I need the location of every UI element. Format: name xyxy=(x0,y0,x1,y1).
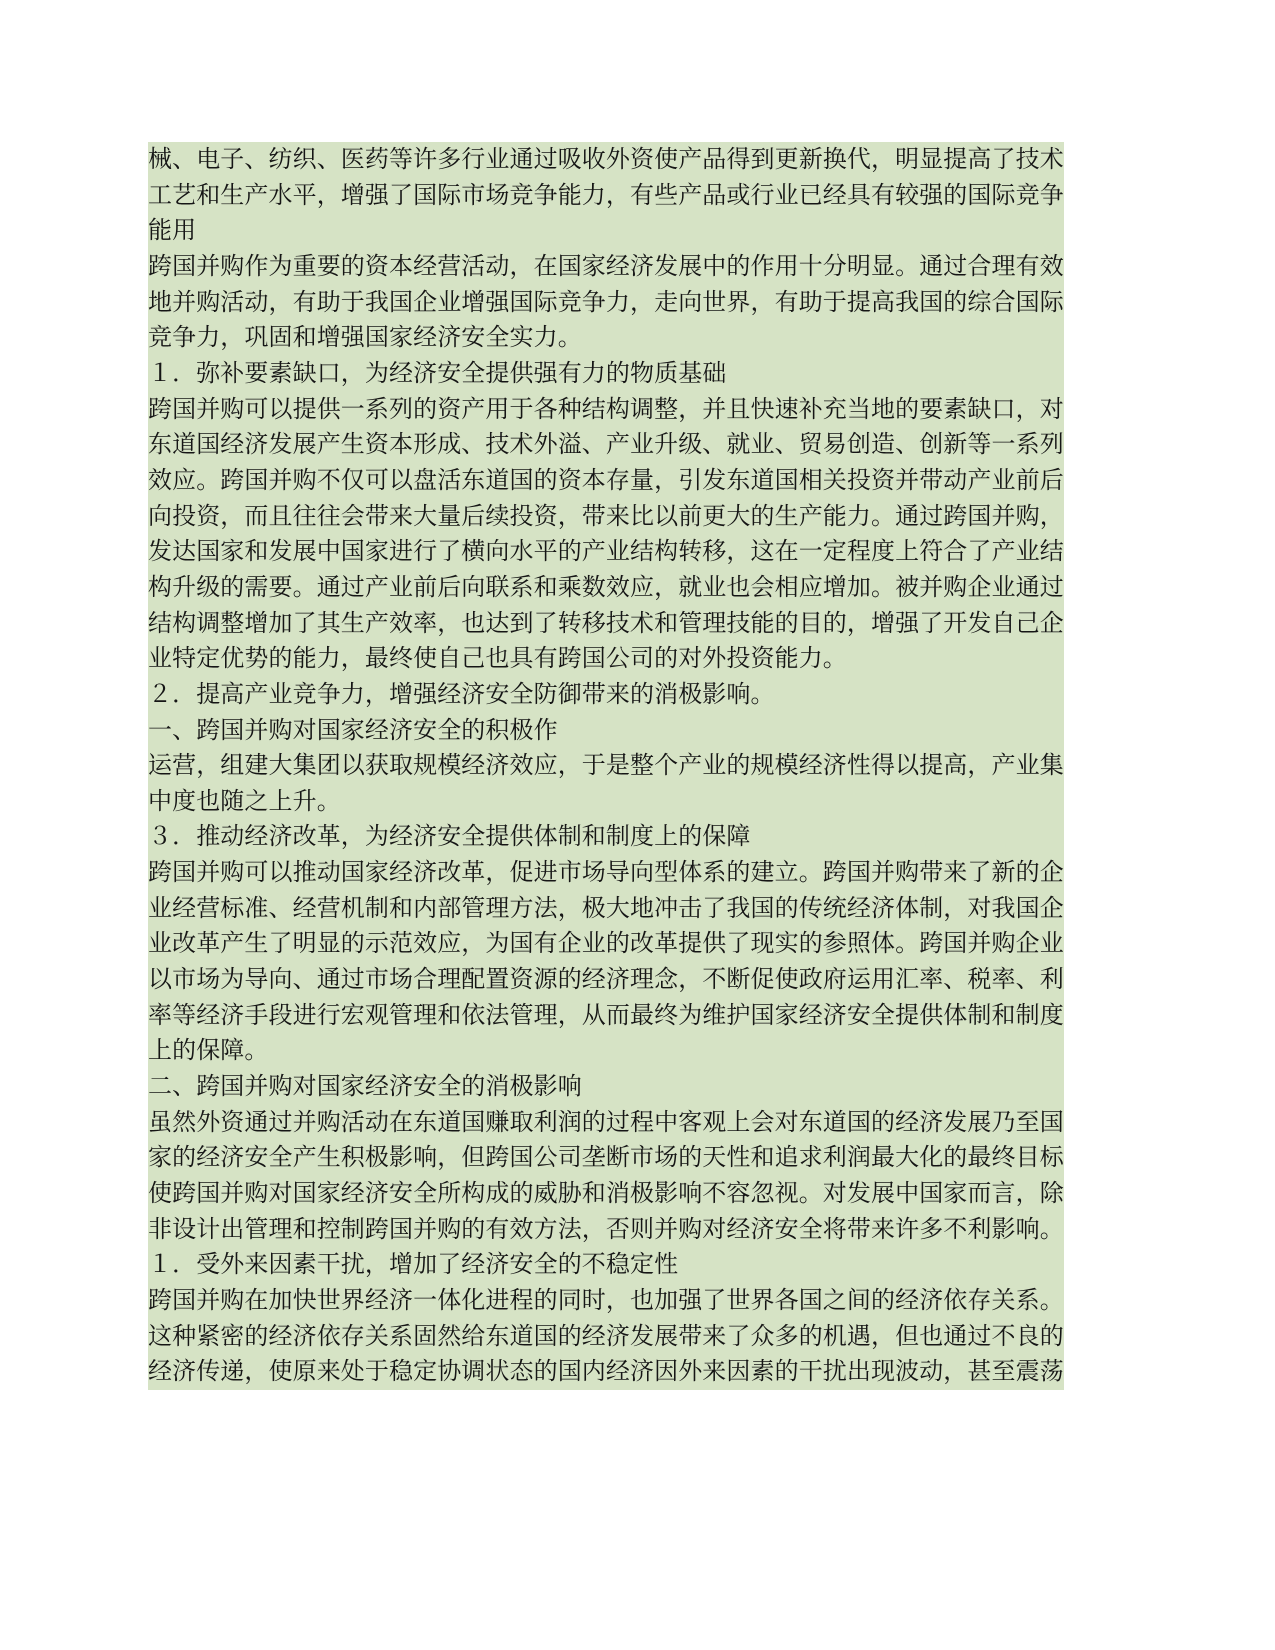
subsection-heading: １．弥补要素缺口，为经济安全提供强有力的物质基础 xyxy=(148,358,727,387)
subsection-heading: ２．提高产业竞争力，增强经济安全防御带来的消极影响。 xyxy=(148,679,775,708)
body-paragraph: 械、电子、纺织、医药等许多行业通过吸收外资使产品得到更新换代，明显提高了技术工艺和生产水平，增强了国际市场竞争能力，有些产品或行业已经具有较强的国际竞争能用 xyxy=(148,145,1064,245)
highlighted-text-block xyxy=(148,142,1064,1390)
body-paragraph: 虽然外资通过并购活动在东道国赚取利润的过程中客观上会对东道国的经济发展乃至国家的经济安全产生积极影响，但跨国公司垄断市场的天性和追求利润最大化的最终目标使跨国并购对国家经济安全所构成的威胁和消极影响不容忽视。对发展中国家而言，除非设计出管理和控制跨国并购的有效方法，否则并购对经济安全将带来许多不利影响。 xyxy=(148,1107,1064,1243)
section-heading: 二、跨国并购对国家经济安全的消极影响 xyxy=(148,1072,582,1101)
subsection-heading: ３．推动经济改革，为经济安全提供体制和制度上的保障 xyxy=(148,822,751,851)
body-paragraph: 跨国并购可以推动国家经济改革，促进市场导向型体系的建立。跨国并购带来了新的企业经营标准、经营机制和内部管理方法，极大地冲击了我国的传统经济体制，对我国企业改革产生了明显的示范效应，为国有企业的改革提供了现实的参照体。跨国并购企业以市场为导向、通过市场合理配置资源的经济理念，不断促使政府运用汇率、税率、利率等经济手段进行宏观管理和依法管理，从而最终为维护国家经济安全提供体制和制度上的保障。 xyxy=(148,858,1064,1065)
body-paragraph: 跨国并购可以提供一系列的资产用于各种结构调整，并且快速补充当地的要素缺口，对东道国经济发展产生资本形成、技术外溢、产业升级、就业、贸易创造、创新等一系列效应。跨国并购不仅可以盘活东道国的资本存量，引发东道国相关投资并带动产业前后向投资，而且往往会带来大量后续投资，带来比以前更大的生产能力。通过跨国并购，发达国家和发展中国家进行了横向水平的产业结构转移，这在一定程度上符合了产业结构升级的需要。通过产业前后向联系和乘数效应，就业也会相应增加。被并购企业通过结构调整增加了其生产效率，也达到了转移技术和管理技能的目的，增强了开发自己企业特定优势的能力，最终使自己也具有跨国公司的对外投资能力。 xyxy=(148,394,1064,673)
body-paragraph: 跨国并购在加快世界经济一体化进程的同时，也加强了世界各国之间的经济依存关系。这种紧密的经济依存关系固然给东道国的经济发展带来了众多的机遇，但也通过不良的经济传递，使原来处于稳定协调状态的国内经济因外来因素的干扰出现波动，甚至震荡 xyxy=(148,1286,1064,1386)
body-paragraph: 跨国并购作为重要的资本经营活动，在国家经济发展中的作用十分明显。通过合理有效地并购活动，有助于我国企业增强国际竞争力，走向世界，有助于提高我国的综合国际竞争力，巩固和增强国家经济安全实力。 xyxy=(148,251,1064,352)
subsection-heading: １．受外来因素干扰，增加了经济安全的不稳定性 xyxy=(148,1250,679,1279)
body-paragraph: 运营，组建大集团以获取规模经济效应，于是整个产业的规模经济性得以提高，产业集中度也随之上升。 xyxy=(148,751,1064,815)
section-heading: 一、跨国并购对国家经济安全的积极作 xyxy=(148,715,558,744)
